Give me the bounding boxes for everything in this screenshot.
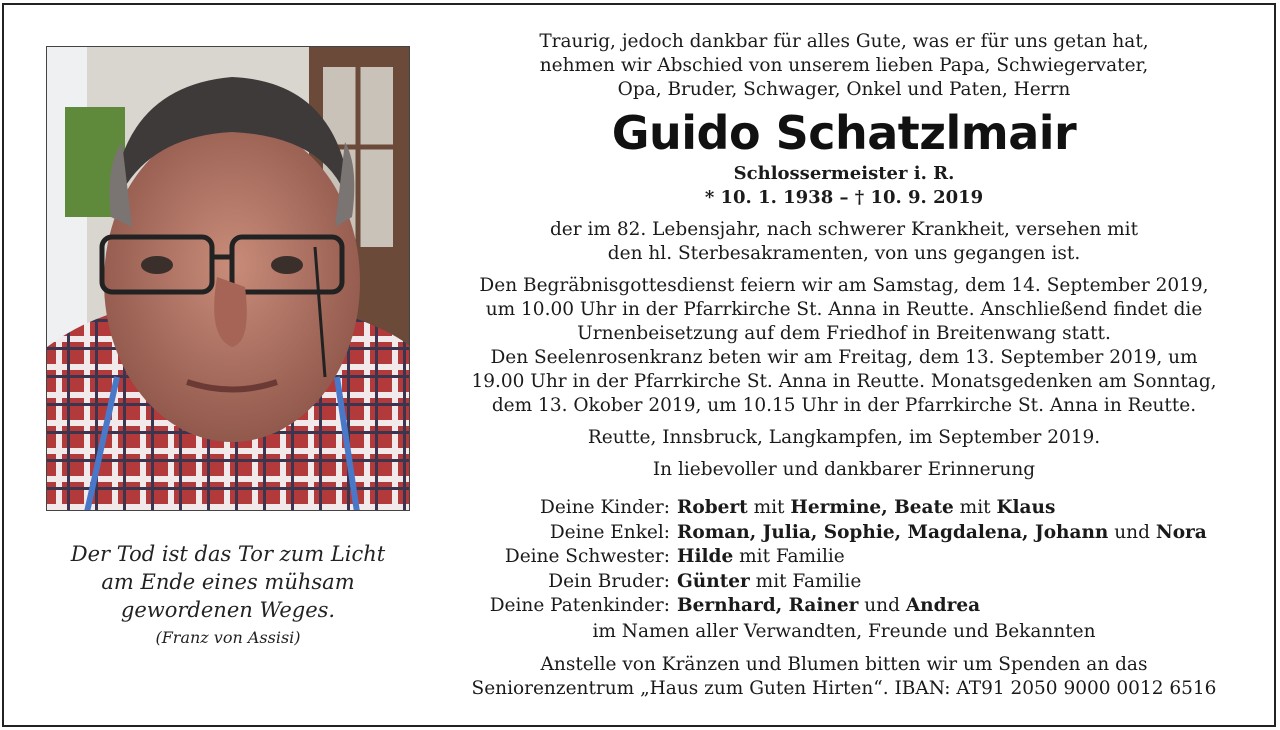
family-row-sister xyxy=(462,545,1226,570)
memory-line: In liebevoller und dankbarer Erinnerung xyxy=(652,459,1036,480)
deceased-title: Schlossermeister i. R. xyxy=(733,163,955,184)
family-row-brother xyxy=(462,570,1226,595)
intro-line: nehmen wir Abschied von unserem lieben Papa, Schwiegervater, xyxy=(539,55,1149,76)
quote-line: gewordenen Weges. xyxy=(120,598,336,622)
service-line: Den Seelenrosenkranz beten wir am Freitag, dem 13. September 2019, um xyxy=(490,347,1198,368)
donation-line: Seniorenzentrum „Haus zum Guten Hirten“. IBAN: AT91 2050 9000 0012 6516 xyxy=(471,678,1217,699)
family-label: Deine Patenkinder: xyxy=(489,595,670,616)
quote-line: Der Tod ist das Tor zum Licht xyxy=(70,542,386,566)
death-text-line: der im 82. Lebensjahr, nach schwerer Krankheit, versehen mit xyxy=(549,219,1139,240)
family-label: Deine Enkel: xyxy=(549,521,670,543)
family-names: Hilde mit Familie xyxy=(677,546,845,567)
death-text-line: den hl. Sterbesakramenten, von uns gegangen ist. xyxy=(607,243,1081,264)
obituary-main xyxy=(462,30,1226,482)
closing-block xyxy=(462,620,1226,702)
intro-line: Opa, Bruder, Schwager, Onkel und Paten, Herrn xyxy=(617,79,1071,100)
family-label: Deine Schwester: xyxy=(504,546,670,567)
family-label: Dein Bruder: xyxy=(548,570,670,592)
service-line: Den Begräbnisgottesdienst feiern wir am Samstag, dem 14. September 2019, xyxy=(479,275,1209,296)
family-names: Robert mit Hermine, Beate mit Klaus xyxy=(677,497,1056,518)
portrait-image xyxy=(47,47,410,511)
family-label: Deine Kinder: xyxy=(540,497,670,518)
family-names: Günter mit Familie xyxy=(677,570,862,592)
portrait-photo xyxy=(46,46,410,511)
service-line: dem 13. Okober 2019, um 10.15 Uhr in der Pfarrkirche St. Anna in Reutte. xyxy=(491,395,1197,416)
place-date: Reutte, Innsbruck, Langkampfen, im September 2019. xyxy=(587,427,1101,448)
family-row-godchildren xyxy=(462,594,1226,619)
service-line: 19.00 Uhr in der Pfarrkirche St. Anna in Reutte. Monatsgedenken am Sonntag, xyxy=(471,371,1217,392)
quote-line: am Ende eines mühsam xyxy=(101,570,355,594)
family-names: Roman, Julia, Sophie, Magdalena, Johann und Nora xyxy=(677,521,1207,543)
family-names: Bernhard, Rainer und Andrea xyxy=(677,595,981,616)
family-row-children xyxy=(462,496,1226,521)
family-list xyxy=(462,496,1226,619)
service-line: Urnenbeisetzung auf dem Friedhof in Breitenwang statt. xyxy=(577,323,1111,344)
service-line: um 10.00 Uhr in der Pfarrkirche St. Anna in Reutte. Anschließend findet die xyxy=(485,299,1203,320)
quote-author: (Franz von Assisi) xyxy=(155,628,301,647)
quote-block xyxy=(30,540,426,649)
donation-line: Anstelle von Kränzen und Blumen bitten wir um Spenden an das xyxy=(540,653,1148,675)
deceased-name: Guido Schatzlmair xyxy=(611,106,1077,160)
life-dates: * 10. 1. 1938 – † 10. 9. 2019 xyxy=(704,187,984,208)
family-row-grandchildren xyxy=(462,521,1226,546)
intro-line: Traurig, jedoch dankbar für alles Gute, was er für uns getan hat, xyxy=(539,31,1149,52)
relatives-line: im Namen aller Verwandten, Freunde und Bekannten xyxy=(592,621,1096,642)
